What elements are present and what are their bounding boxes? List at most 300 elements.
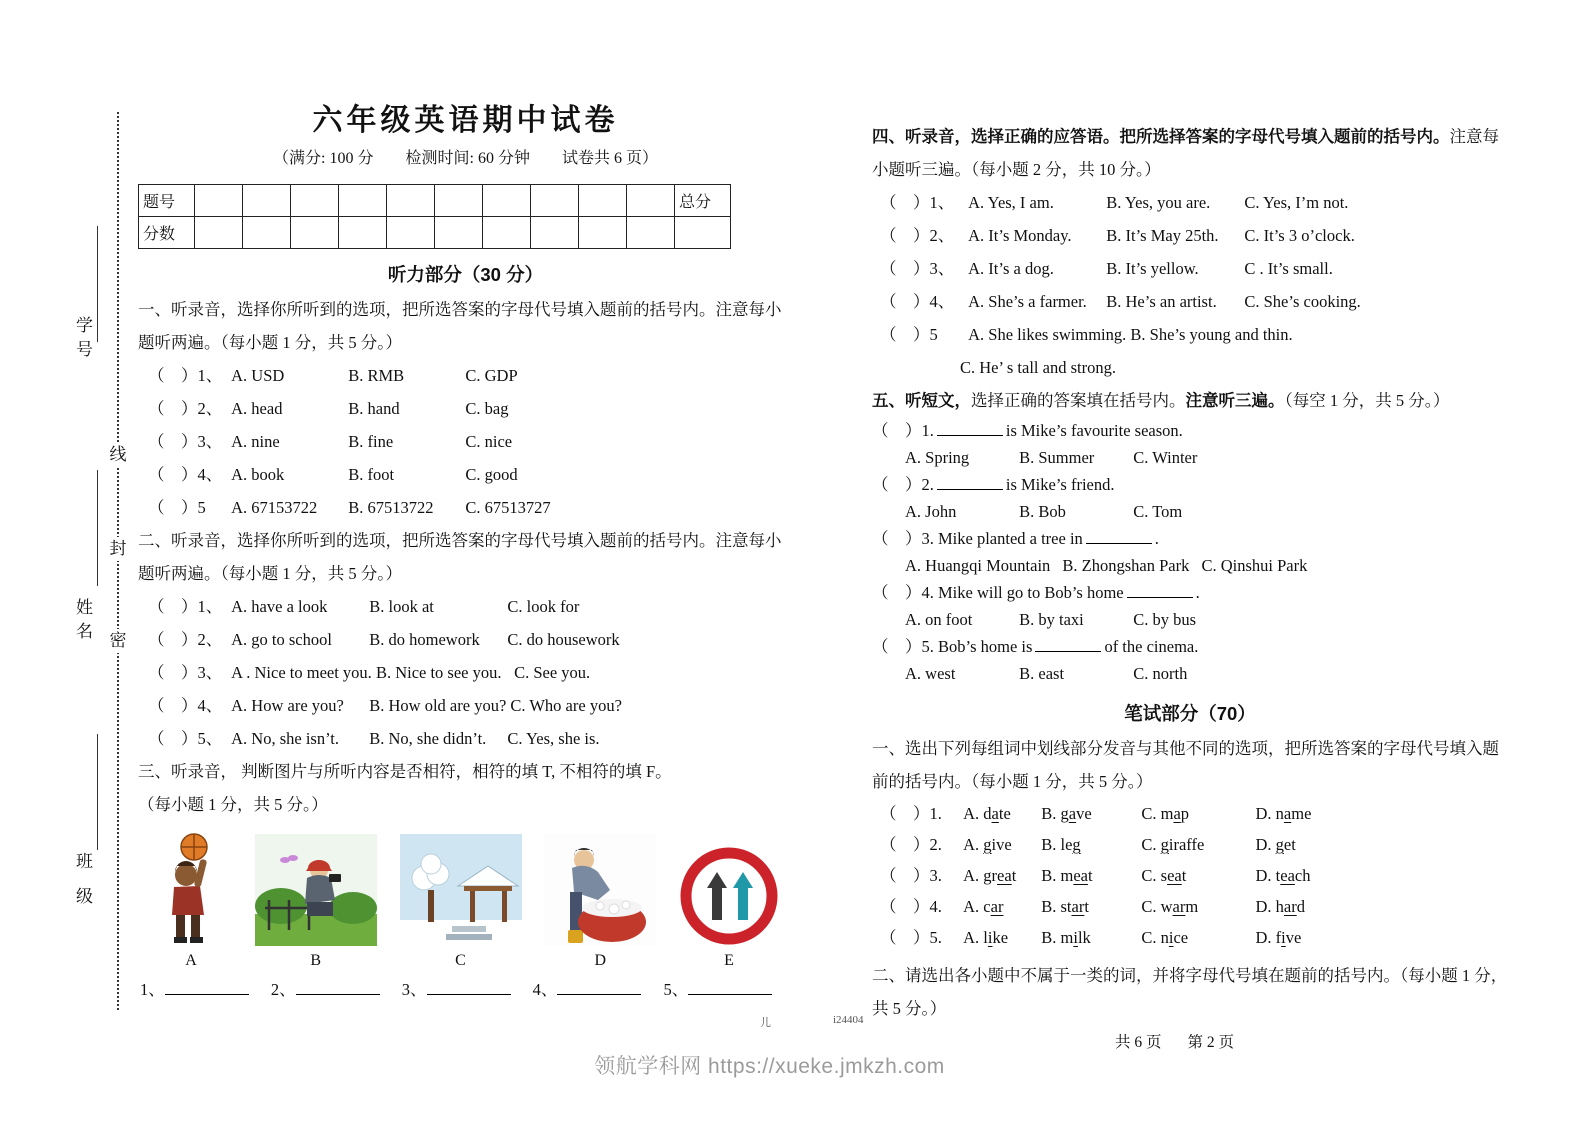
- question-row: [138, 392, 793, 425]
- underlined-part: ar: [1283, 897, 1297, 916]
- option-b: B. Summer: [1019, 448, 1095, 467]
- option-d: [1256, 922, 1302, 953]
- word-suffix: p: [1180, 804, 1190, 823]
- intro-bold-text: 四、听录音，选择正确的应答语。把所选择答案的字母代号填入题前的括号内。: [872, 127, 1450, 146]
- word-prefix: B. m: [1041, 928, 1074, 947]
- current-page: 第 2 页: [1187, 1034, 1235, 1051]
- word-prefix: D. n: [1255, 804, 1284, 823]
- score-cell[interactable]: [579, 185, 627, 217]
- score-table-question-row: [139, 185, 731, 217]
- underlined-part: i: [1168, 928, 1174, 947]
- option-a: A. 67153722: [231, 498, 318, 517]
- word-prefix: C. m: [1141, 804, 1174, 823]
- word-prefix: C. w: [1141, 897, 1173, 916]
- print-mark-right: i24404: [833, 1014, 864, 1026]
- underlined-part: a: [1283, 804, 1292, 823]
- question-row: [872, 318, 1508, 351]
- listening-part3-intro-line1: 三、听录音， 判断图片与所听内容是否相符，相符的填 T, 不相符的填 F。: [138, 762, 672, 781]
- cloze-blank[interactable]: [937, 476, 1003, 490]
- option-b: B. No, she didn’t.: [369, 729, 487, 748]
- written-part1-intro-line1: 一、选出下列每组词中划线部分发音与其他不同的选项，把所选答案的字母代号填入题: [872, 739, 1499, 758]
- option-a: A. How are you?: [231, 696, 344, 715]
- answer-bracket[interactable]: （ ）5、: [148, 729, 223, 748]
- word-prefix: B. m: [1041, 866, 1074, 885]
- option-b: B. by taxi: [1019, 610, 1084, 629]
- underlined-part: ar: [990, 897, 1004, 916]
- option-b: [1041, 860, 1137, 891]
- listening-part5-items: [872, 417, 1508, 687]
- answer-bracket[interactable]: （ ）2、: [148, 630, 223, 649]
- site-watermark: 领航学科网 https://xueke.jmkzh.com: [594, 1055, 945, 1078]
- word-suffix: t: [1011, 866, 1017, 885]
- answer-bracket[interactable]: （ ）4、: [880, 292, 955, 311]
- score-cell[interactable]: [291, 185, 339, 217]
- underlined-part: g: [1072, 835, 1081, 854]
- cloze-options: [872, 606, 1508, 633]
- cloze-stem: [872, 471, 1508, 498]
- score-cell[interactable]: [579, 217, 627, 249]
- answer-bracket[interactable]: （ ）4、: [148, 696, 223, 715]
- stem-suffix: is Mike’s favourite season.: [1005, 421, 1183, 440]
- answer-bracket[interactable]: （ ）3、: [148, 432, 223, 451]
- word-prefix: C.: [1141, 835, 1161, 854]
- answer-slot: [138, 980, 265, 999]
- option-c: C. by bus: [1133, 610, 1197, 629]
- cloze-stem: [872, 579, 1508, 606]
- phonics-row: [872, 798, 1508, 829]
- answer-blank[interactable]: [427, 981, 511, 995]
- option-a: A. book: [231, 465, 285, 484]
- option-b: B. It’s May 25th.: [1106, 226, 1219, 245]
- answer-bracket[interactable]: （ ）4.: [872, 583, 934, 602]
- answer-slot: [531, 980, 658, 999]
- answer-bracket[interactable]: （ ）1、: [880, 193, 955, 212]
- cloze-blank[interactable]: [1086, 530, 1152, 544]
- page-number: [1115, 1030, 1260, 1052]
- option-b: B. look at: [369, 597, 434, 616]
- stem-prefix: Bob’s home is: [933, 637, 1033, 656]
- option-a: A. nine: [231, 432, 280, 451]
- word-suffix: te: [998, 804, 1011, 823]
- option-a: A. on foot: [905, 610, 973, 629]
- score-cell[interactable]: [627, 217, 675, 249]
- score-table: [138, 184, 731, 249]
- answer-number: 5、: [663, 980, 689, 999]
- word-prefix: B. g: [1041, 804, 1069, 823]
- option-c: C. Yes, she is.: [507, 729, 600, 748]
- underlined-part: ea: [997, 866, 1012, 885]
- score-cell[interactable]: [531, 185, 579, 217]
- listening-section-heading: 听力部分（30 分）: [387, 264, 544, 285]
- answer-number: 2、: [270, 980, 296, 999]
- answer-bracket[interactable]: （ ）2、: [880, 226, 955, 245]
- answer-slot: [400, 980, 527, 999]
- question-row: [872, 285, 1508, 318]
- cloze-item: [872, 471, 1508, 525]
- total-score-label: 总分: [675, 185, 731, 217]
- word-suffix: t: [1084, 897, 1089, 916]
- washing-clothes-illustration: [544, 834, 656, 946]
- word-prefix: C. n: [1141, 928, 1169, 947]
- seal-dotted-line: [117, 112, 119, 1010]
- heading-tail: （每空 1 分，共 5 分。）: [1284, 391, 1450, 410]
- cloze-item: [872, 417, 1508, 471]
- listening-part4-intro-line1: [872, 120, 1508, 153]
- word-suffix: d: [1296, 897, 1305, 916]
- question-row: [872, 186, 1508, 219]
- seal-char-feng: 封: [105, 537, 131, 561]
- answer-bracket[interactable]: （ ）1.: [872, 421, 934, 440]
- option-b: B. Bob: [1019, 502, 1066, 521]
- option-c: [1141, 798, 1251, 829]
- cloze-stem: [872, 633, 1508, 660]
- option-b: B. Yes, you are.: [1106, 193, 1211, 212]
- listening-part1-items: [138, 359, 793, 524]
- picture-b: [255, 834, 377, 971]
- option-c: C. Qinshui Park: [1201, 556, 1308, 575]
- heading-bold-1: 五、听短文，: [872, 391, 971, 410]
- answer-bracket[interactable]: （ ）3、: [880, 259, 955, 278]
- written-section-heading: 笔试部分（70）: [1124, 703, 1256, 724]
- option-b: B. east: [1019, 664, 1065, 683]
- underlined-part: ar: [1071, 897, 1085, 916]
- underlined-part: g: [1160, 835, 1169, 854]
- option-c-continuation: C. He’ s tall and strong.: [960, 358, 1116, 377]
- score-cell[interactable]: [387, 217, 435, 249]
- option-b: B. She’s young and thin.: [1130, 325, 1293, 344]
- word-prefix: D. t: [1255, 866, 1281, 885]
- listening-part1-intro-line2: 题听两遍。（每小题 1 分，共 5 分。）: [138, 333, 402, 352]
- listening-part4-items: [872, 186, 1508, 351]
- listening-part2-intro-line2: 题听两遍。（每小题 1 分，共 5 分。）: [138, 564, 402, 583]
- underlined-part: a: [1068, 804, 1077, 823]
- score-cell[interactable]: [243, 217, 291, 249]
- score-cell[interactable]: [339, 185, 387, 217]
- option-a: A. Spring: [905, 448, 970, 467]
- boy-basketball-illustration: [150, 831, 232, 946]
- answer-bracket[interactable]: （ ）3.: [872, 529, 934, 548]
- underlined-part: a: [1173, 804, 1181, 823]
- option-b: [1041, 829, 1137, 860]
- option-a: [963, 891, 1037, 922]
- right-column: [872, 120, 1508, 1025]
- word-suffix: ve: [1285, 928, 1302, 947]
- answer-number: 3、: [401, 980, 427, 999]
- option-b: B. do homework: [369, 630, 480, 649]
- option-c: C. Tom: [1133, 502, 1183, 521]
- answer-blank[interactable]: [165, 981, 249, 995]
- answer-bracket[interactable]: （ ）5.: [872, 637, 934, 656]
- option-d: [1256, 798, 1312, 829]
- picture-d: [544, 834, 656, 971]
- score-cell[interactable]: [435, 185, 483, 217]
- picture-a: [150, 831, 232, 971]
- score-cell[interactable]: [195, 185, 243, 217]
- seal-char-xian: 线: [105, 443, 131, 467]
- left-column: [138, 100, 793, 1007]
- answer-bracket[interactable]: （ ）2、: [148, 399, 223, 418]
- listening-part2-intro-line1: 二、听录音，选择你所听到的选项，把所选答案的字母代号填入题前的括号内。注意每小: [138, 531, 782, 550]
- stem-suffix: of the cinema.: [1104, 637, 1199, 656]
- stem-suffix: .: [1195, 583, 1200, 602]
- class-label: 班 级: [73, 852, 92, 912]
- option-b: B. hand: [348, 399, 400, 418]
- word-prefix: D. f: [1255, 928, 1282, 947]
- option-b: B. It’s yellow.: [1106, 259, 1199, 278]
- cloze-item: [872, 579, 1508, 633]
- option-b: B. RMB: [348, 366, 405, 385]
- phonics-row: [872, 860, 1508, 891]
- word-suffix: iraffe: [1168, 835, 1205, 854]
- answer-blank[interactable]: [296, 981, 380, 995]
- listening-part3-intro-line2: （每小题 1 分，共 5 分。）: [138, 795, 328, 814]
- underlined-part: i: [1281, 928, 1286, 947]
- cloze-options: [872, 660, 1508, 687]
- picture-e: [679, 846, 779, 971]
- listening-part3-pictures: [150, 831, 779, 971]
- option-c: [1141, 922, 1251, 953]
- score-cell[interactable]: [339, 217, 387, 249]
- word-prefix: A. c: [963, 897, 991, 916]
- answer-number: 4、: [532, 980, 558, 999]
- question-row: [138, 458, 793, 491]
- picture-c: [400, 834, 522, 971]
- option-c: C. north: [1133, 664, 1188, 683]
- option-c: C. Winter: [1133, 448, 1198, 467]
- question-row: [872, 219, 1508, 252]
- option-c: C. look for: [507, 597, 580, 616]
- answer-bracket[interactable]: （ ）1、: [148, 366, 223, 385]
- word-suffix: me: [1291, 804, 1312, 823]
- option-b: B. How old are you?: [369, 696, 507, 715]
- word-suffix: ch: [1294, 866, 1311, 885]
- word-prefix: A. gr: [963, 866, 998, 885]
- cloze-blank[interactable]: [937, 422, 1003, 436]
- underlined-part: g: [983, 835, 992, 854]
- page-title: 六年级英语期中试卷: [312, 104, 619, 137]
- student-id-label: 学号: [73, 316, 92, 364]
- answer-bracket[interactable]: （ ）2.: [880, 835, 942, 854]
- listening-part2-items: [138, 590, 793, 755]
- answer-blank[interactable]: [688, 981, 772, 995]
- underlined-part: a: [991, 804, 999, 823]
- cloze-blank[interactable]: [1127, 584, 1193, 598]
- question-row: [138, 425, 793, 458]
- listening-part4-intro-line2: 小题听三遍。（每小题 2 分，共 10 分。）: [872, 160, 1161, 179]
- answer-bracket[interactable]: （ ）1.: [880, 804, 942, 823]
- option-b: B. He’s an artist.: [1106, 292, 1217, 311]
- option-c: [1141, 829, 1251, 860]
- option-c: C. good: [465, 465, 518, 484]
- picture-label-e: E: [724, 952, 734, 969]
- option-a: A. John: [905, 502, 957, 521]
- word-prefix: A. l: [963, 928, 988, 947]
- option-a: A. It’s a dog.: [968, 259, 1054, 278]
- option-b: [1041, 798, 1137, 829]
- score-cell[interactable]: [243, 185, 291, 217]
- written-part1-items: [872, 798, 1508, 953]
- question-row: [138, 722, 793, 755]
- cloze-blank[interactable]: [1035, 638, 1101, 652]
- option-c: C. bag: [465, 399, 509, 418]
- written-part2-intro-line2: 共 5 分。）: [872, 999, 947, 1018]
- question-number-label: 题号: [139, 185, 195, 217]
- underlined-part: ea: [1167, 866, 1182, 885]
- class-fill-line[interactable]: [97, 734, 98, 850]
- option-a: A. No, she isn’t.: [231, 729, 339, 748]
- answer-bracket[interactable]: （ ）3、: [148, 663, 223, 682]
- print-mark-left: 儿: [760, 1017, 771, 1029]
- intro-regular-text: 注意每: [1449, 127, 1499, 146]
- written-part1-intro-line2: 前的括号内。（每小题 1 分，共 5 分。）: [872, 772, 1153, 791]
- option-d: [1256, 829, 1296, 860]
- answer-bracket[interactable]: （ ）4、: [148, 465, 223, 484]
- word-prefix: A.: [963, 835, 984, 854]
- cloze-options: [872, 444, 1508, 471]
- option-c: [1141, 891, 1251, 922]
- word-suffix: ve: [1076, 804, 1092, 823]
- option-a: [963, 860, 1037, 891]
- student-id-fill-line[interactable]: [97, 226, 98, 342]
- score-table-score-row: [139, 217, 731, 249]
- cloze-stem: [872, 417, 1508, 444]
- question-row: [872, 252, 1508, 285]
- word-prefix: A. d: [963, 804, 992, 823]
- option-c: C. nice: [465, 432, 513, 451]
- cloze-item: [872, 525, 1508, 579]
- option-a: A. Huangqi Mountain: [905, 556, 1051, 575]
- option-a: A. It’s Monday.: [968, 226, 1072, 245]
- option-c: C. She’s cooking.: [1244, 292, 1361, 311]
- photographer-garden-illustration: [255, 834, 377, 946]
- picture-label-c: C: [455, 952, 466, 969]
- option-b: B. foot: [348, 465, 395, 484]
- option-c: C . It’s small.: [1244, 259, 1333, 278]
- score-cell[interactable]: [483, 217, 531, 249]
- winter-snow-scene-illustration: [400, 834, 522, 946]
- option-a: A. USD: [231, 366, 285, 385]
- score-label: 分数: [139, 217, 195, 249]
- option-c: C. GDP: [465, 366, 518, 385]
- total-score-cell[interactable]: [675, 217, 731, 249]
- score-cell[interactable]: [627, 185, 675, 217]
- underlined-part: g: [1275, 835, 1284, 854]
- option-c: C. See you.: [514, 663, 591, 682]
- option-b: [1041, 891, 1137, 922]
- answer-bracket[interactable]: （ ）5.: [880, 928, 942, 947]
- word-suffix: t: [1088, 866, 1093, 885]
- phonics-row: [872, 922, 1508, 953]
- score-cell[interactable]: [387, 185, 435, 217]
- seal-char-mi: 密: [105, 629, 131, 653]
- question-row: [138, 656, 793, 689]
- option-a: A. west: [905, 664, 956, 683]
- stem-prefix: Mike will go to Bob’s home: [933, 583, 1124, 602]
- picture-label-d: D: [594, 952, 607, 969]
- word-suffix: ive: [991, 835, 1012, 854]
- option-d: [1256, 860, 1311, 891]
- option-a: A . Nice to meet you.: [231, 663, 372, 682]
- question-row: [138, 491, 793, 524]
- answer-number: 1、: [140, 980, 165, 999]
- picture-label-b: B: [310, 952, 322, 969]
- answer-bracket[interactable]: （ ）3.: [880, 866, 942, 885]
- question-row: [138, 689, 793, 722]
- option-c: C. do housework: [507, 630, 620, 649]
- answer-slot: [662, 980, 789, 999]
- answer-bracket[interactable]: （ ）4.: [880, 897, 942, 916]
- option-c: C. It’s 3 o’clock.: [1244, 226, 1355, 245]
- answer-bracket[interactable]: （ ）5: [148, 498, 206, 517]
- option-c: C. Yes, I’m not.: [1244, 193, 1349, 212]
- option-c: C. 67513727: [465, 498, 551, 517]
- score-cell[interactable]: [483, 185, 531, 217]
- word-suffix: et: [1283, 835, 1296, 854]
- underlined-part: i: [987, 928, 993, 947]
- answer-slot: [269, 980, 396, 999]
- word-suffix: ke: [992, 928, 1009, 947]
- cloze-item: [872, 633, 1508, 687]
- option-c: [1141, 860, 1251, 891]
- stem-suffix: .: [1154, 529, 1159, 548]
- option-b: [1041, 922, 1137, 953]
- question-row: [138, 623, 793, 656]
- score-cell[interactable]: [531, 217, 579, 249]
- two-way-traffic-sign-illustration: [679, 846, 779, 946]
- answer-bracket[interactable]: （ ）2.: [872, 475, 934, 494]
- listening-part1-intro-line1: 一、听录音，选择你所听到的选项，把所选答案的字母代号填入题前的括号内。注意每小: [138, 300, 782, 319]
- listening-part5-heading: [872, 384, 1508, 417]
- word-prefix: D. h: [1255, 897, 1284, 916]
- score-cell[interactable]: [435, 217, 483, 249]
- word-suffix: ce: [1173, 928, 1189, 947]
- phonics-row: [872, 829, 1508, 860]
- score-cell[interactable]: [291, 217, 339, 249]
- option-b: B. fine: [348, 432, 394, 451]
- stem-prefix: Mike planted a tree in: [933, 529, 1083, 548]
- underlined-part: ea: [1280, 866, 1295, 885]
- word-prefix: C. s: [1141, 866, 1168, 885]
- option-a: [963, 798, 1037, 829]
- listening-part3-answers: [138, 973, 793, 1007]
- word-prefix: B. le: [1041, 835, 1073, 854]
- word-prefix: D.: [1255, 835, 1276, 854]
- underlined-part: ea: [1073, 866, 1088, 885]
- answer-bracket[interactable]: （ ）1、: [148, 597, 223, 616]
- option-d: [1256, 891, 1306, 922]
- question-row: [138, 359, 793, 392]
- option-a: A. Yes, I am.: [968, 193, 1054, 212]
- word-prefix: B. st: [1041, 897, 1072, 916]
- exam-meta: （满分: 100 分 检测时间: 60 分钟 试卷共 6 页）: [273, 150, 658, 167]
- option-a: A. have a look: [231, 597, 328, 616]
- name-fill-line[interactable]: [97, 470, 98, 586]
- heading-bold-2: 注意听三遍。: [1185, 391, 1285, 410]
- score-cell[interactable]: [195, 217, 243, 249]
- cloze-options: [872, 498, 1508, 525]
- cloze-options: [872, 552, 1508, 579]
- answer-blank[interactable]: [557, 981, 641, 995]
- total-pages: 共 6 页: [1115, 1034, 1162, 1051]
- option-a: [963, 922, 1037, 953]
- option-a: [963, 829, 1037, 860]
- word-suffix: t: [1181, 866, 1187, 885]
- option-a: A. go to school: [231, 630, 332, 649]
- stem-suffix: is Mike’s friend.: [1005, 475, 1115, 494]
- option-c: C. Who are you?: [510, 696, 622, 715]
- answer-bracket[interactable]: （ ）5: [880, 325, 938, 344]
- underlined-part: ar: [1172, 897, 1186, 916]
